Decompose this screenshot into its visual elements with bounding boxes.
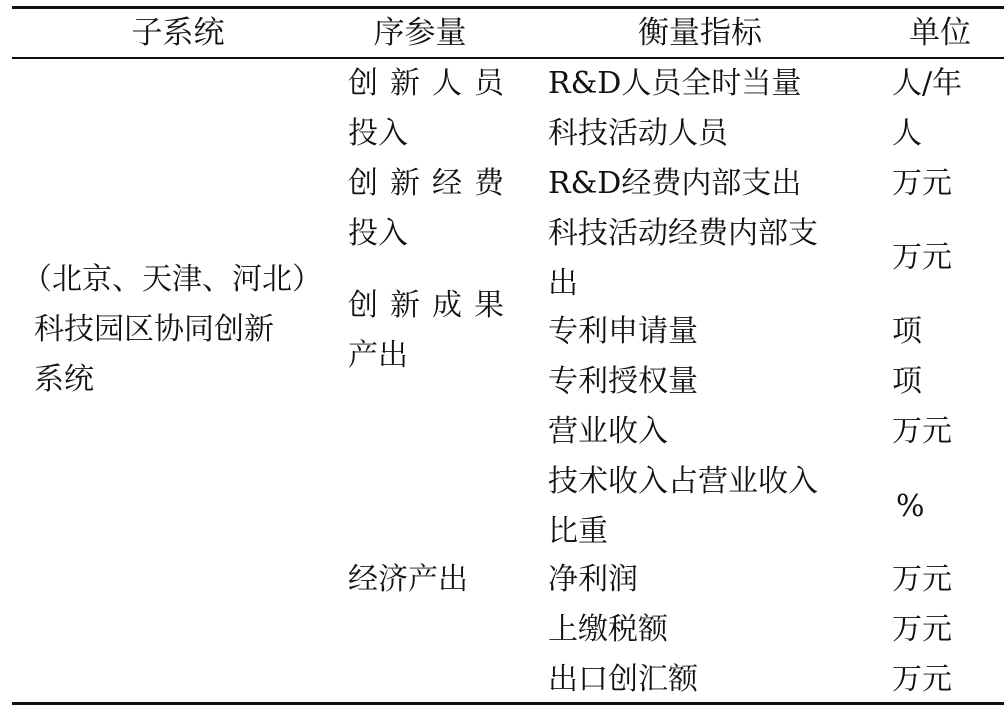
bottom-rule [12,702,1004,705]
indicator-row-4-line-2: 出 [548,266,578,301]
unit-row-6: 项 [892,364,922,399]
unit-row-10: 万元 [892,612,952,647]
subsystem-line-3: 系统 [34,362,94,397]
order-param-group4-line1: 经济产出 [348,562,468,597]
unit-row-7: 万元 [892,414,952,449]
indicator-row-4-line-1: 科技活动经费内部支 [548,216,818,251]
unit-row-3: 万元 [892,166,952,201]
subsystem-line-1: （北京、天津、河北） [22,262,322,297]
order-param-group2-line2: 投入 [348,216,408,251]
order-param-group3-line2: 产出 [348,338,408,373]
unit-row-5: 项 [892,314,922,349]
header-order-param: 序参量 [373,15,467,51]
header-unit: 单位 [909,15,971,51]
unit-row-4: 万元 [892,240,952,275]
indicator-row-8-line-1: 技术收入占营业收入 [548,464,818,499]
indicator-row-9: 净利润 [548,562,638,597]
indicator-row-8-line-2: 比重 [548,514,608,549]
indicator-row-2: 科技活动人员 [548,116,728,151]
unit-row-1: 人/年 [892,66,963,101]
order-param-group3-line1: 创新成果 [348,288,516,323]
indicator-row-10: 上缴税额 [548,612,668,647]
header-subsystem: 子系统 [131,15,225,51]
indicator-row-5: 专利申请量 [548,314,698,349]
indicator-row-6: 专利授权量 [548,364,698,399]
order-param-group2-line1: 创新经费 [348,166,516,201]
indicator-row-11: 出口创汇额 [548,662,698,697]
order-param-group1-line2: 投入 [348,116,408,151]
indicator-row-3: R&D经费内部支出 [548,166,802,201]
order-param-group1-line1: 创新人员 [348,66,516,101]
header-indicator: 衡量指标 [638,15,762,51]
unit-row-9: 万元 [892,562,952,597]
unit-row-2: 人 [892,116,922,151]
indicator-row-1: R&D人员全时当量 [548,66,802,101]
unit-row-11: 万元 [892,662,952,697]
indicator-row-7: 营业收入 [548,414,668,449]
unit-row-8: % [896,489,925,524]
subsystem-line-2: 科技园区协同创新 [34,312,274,347]
